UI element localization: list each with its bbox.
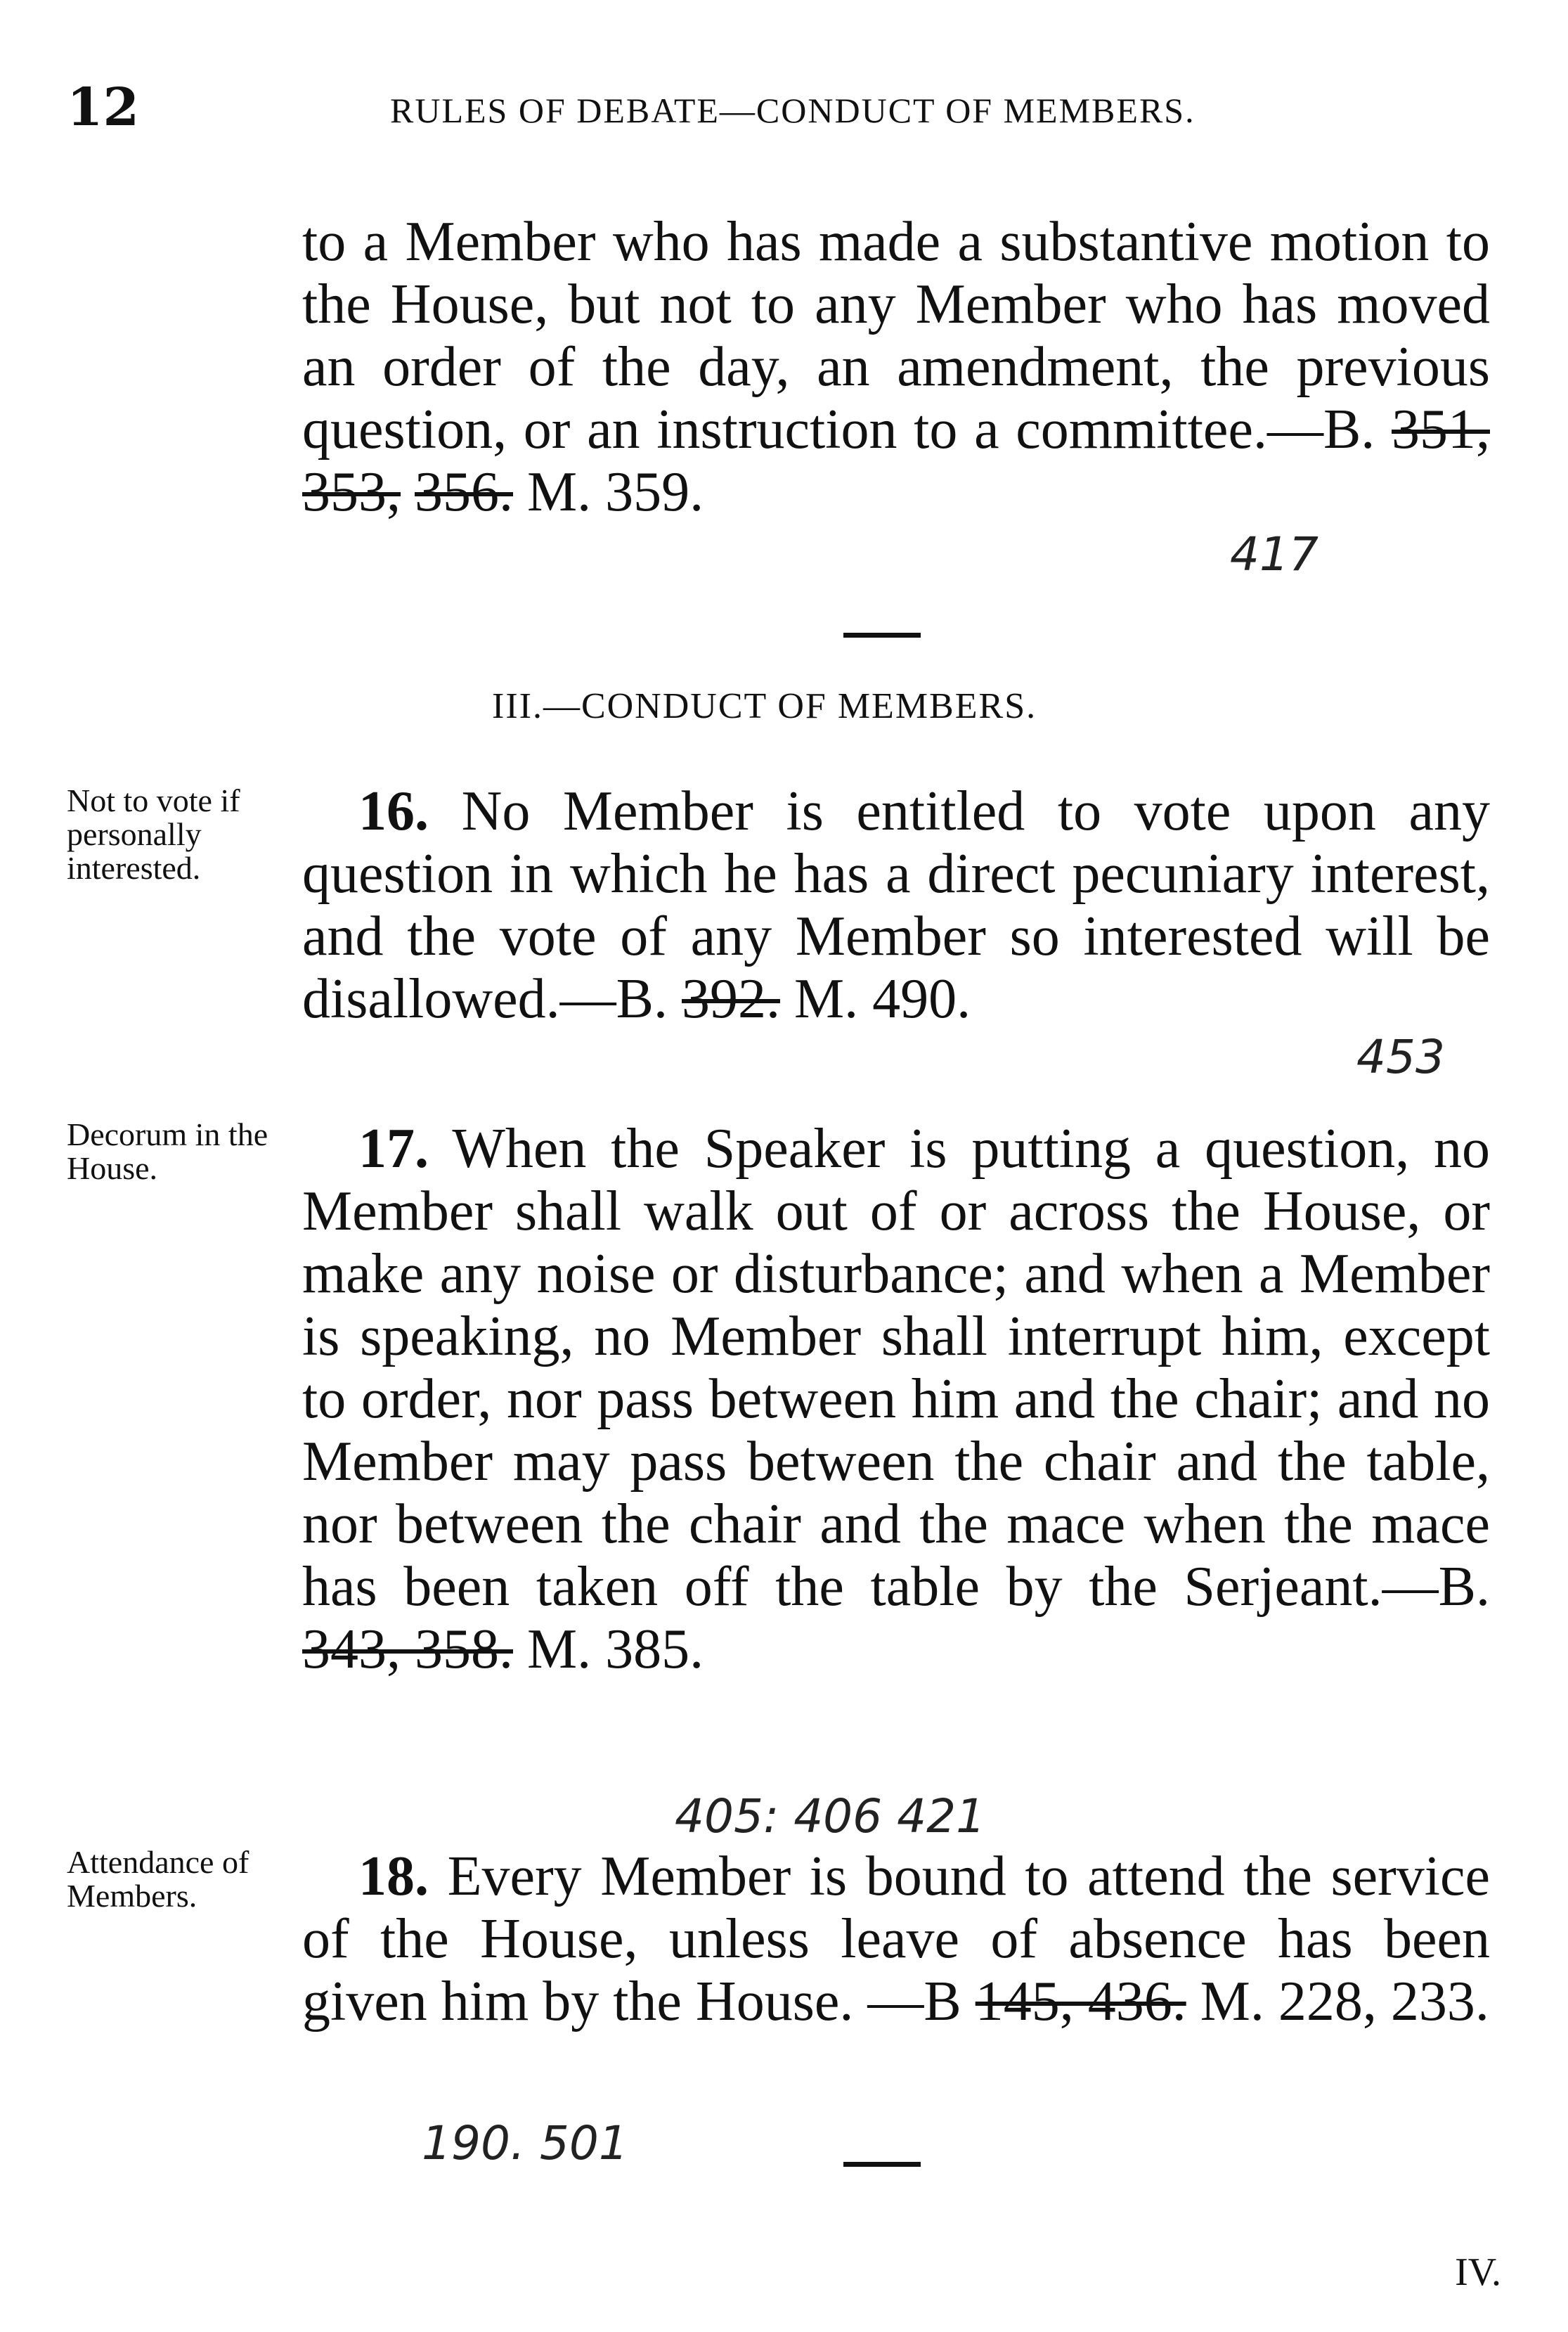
struck-reference: 356.: [415, 461, 513, 523]
rule-number: 17.: [358, 1118, 429, 1180]
page-header: [67, 77, 1501, 148]
rule-paragraph: [302, 1118, 1490, 1681]
section-heading: III.—CONDUCT OF MEMBERS.: [492, 686, 1037, 726]
running-head: RULES OF DEBATE—CONDUCT OF MEMBERS.: [390, 91, 1196, 130]
struck-reference: 392.: [681, 968, 780, 1030]
reference-m: M. 490.: [793, 968, 971, 1030]
struck-reference: 351, 353,: [302, 399, 1490, 523]
marginal-note: Not to vote if personally interested.: [67, 782, 240, 886]
handwritten-note: 417: [1230, 527, 1318, 581]
handwritten-note: 405: 406 421: [675, 1789, 986, 1843]
marginal-note: Decorum in the House.: [67, 1116, 268, 1186]
struck-reference: 343, 358.: [302, 1618, 513, 1680]
continued-text: to a Member who has made a substantive motion to the House, but not to any Member who has moved an order of the day, an amendment, the previous question, or an instruction to a committee.—B.: [302, 211, 1490, 460]
reference-m: M. 228, 233.: [1200, 1971, 1489, 2033]
rule-text: When the Speaker is putting a question, no Member shall walk out of or across the House, or make any noise or disturbance; and when a Member is speaking, no Member shall interrupt him, except to order, nor pass between him and the chair; and no Member may pass between the chair and the table, nor between the chair and the mace when the mace has been taken off the table by the Serjeant.—B.: [302, 1118, 1490, 1618]
catchword: IV.: [1455, 2250, 1501, 2294]
rule-paragraph: [302, 780, 1490, 1031]
reference-m: M. 359.: [527, 461, 704, 523]
handwritten-note: 453: [1356, 1030, 1445, 1084]
marginal-note: Attendance of Members.: [67, 1844, 250, 1914]
section-divider: [843, 2162, 921, 2167]
rule-number: 18.: [358, 1845, 429, 1907]
reference-m: M. 385.: [527, 1618, 704, 1680]
rule-text: Every Member is bound to attend the service of the House, unless leave of absence has been given him by the House. —B: [302, 1845, 1491, 2033]
section-divider: [843, 633, 921, 638]
struck-reference: 145, 436.: [975, 1971, 1186, 2033]
page-number: 12: [67, 77, 139, 138]
handwritten-note: 190. 501: [422, 2116, 628, 2170]
rule-number: 16.: [358, 780, 429, 842]
continued-paragraph: [302, 211, 1490, 524]
rule-paragraph: [302, 1845, 1490, 2033]
rule-text: No Member is entitled to vote upon any question in which he has a direct pecuniary interest, and the vote of any Member so interested will be disallowed.—B.: [302, 780, 1490, 1030]
